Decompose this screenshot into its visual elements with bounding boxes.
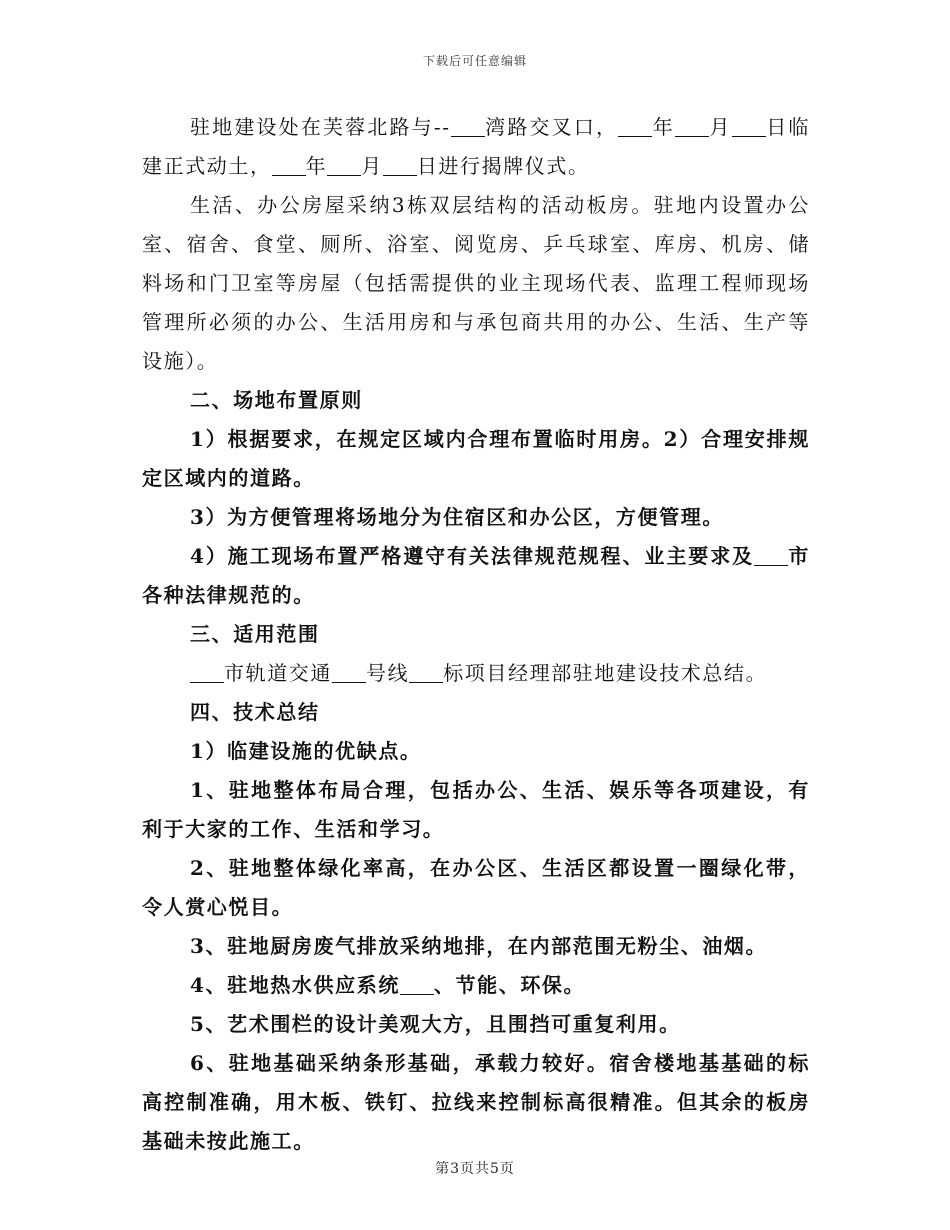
paragraph-scope: 市轨道交通 号线 标项目经理部驻地建设技术总结。 xyxy=(142,654,810,693)
paragraph-point-3: 3、驻地厨房废气排放采纳地排，在内部范围无粉尘、油烟。 xyxy=(190,934,768,958)
fill-in-blank xyxy=(409,662,443,683)
fill-in-blank xyxy=(383,155,417,176)
fill-in-blank xyxy=(272,155,306,176)
fill-in-blank xyxy=(327,155,361,176)
heading-technical-summary: 四、技术总结 xyxy=(190,700,320,724)
fill-in-blank xyxy=(732,116,766,137)
heading-scope: 三、适用范围 xyxy=(190,622,320,646)
document-body xyxy=(142,108,810,1161)
fill-in-blank xyxy=(332,662,366,683)
paragraph-pros-cons-title: 1）临建设施的优缺点。 xyxy=(190,739,422,763)
paragraph-point-6: 6、驻地基础采纳条形基础，承载力较好。宿舍楼地基基础的标高控制准确，用木板、铁钉、拉线来控制标高很精准。但其余的板房基础未按此施工。 xyxy=(142,1051,810,1153)
paragraph-buildings: 生活、办公房屋采纳3栋双层结构的活动板房。驻地内设置办公室、宿舍、食堂、厕所、浴室、阅览房、乒乓球室、库房、机房、储料场和门卫室等房屋（包括需提供的业主现场代表、监理工程师现场管理所必须的办公、生活用房和与承包商共用的办公、生活、生产等设施）。 xyxy=(142,193,810,373)
paragraph-point-2: 2、驻地整体绿化率高，在办公区、生活区都设置一圈绿化带，令人赏心悦目。 xyxy=(142,856,810,919)
paragraph-principle-1-2: 1）根据要求，在规定区域内合理布置临时用房。2）合理安排规定区域内的道路。 xyxy=(142,427,810,490)
paragraph-point-1: 1、驻地整体布局合理，包括办公、生活、娱乐等各项建设，有利于大家的工作、生活和学习。 xyxy=(142,778,810,841)
paragraph-point-5: 5、艺术围栏的设计美观大方，且围挡可重复利用。 xyxy=(190,1012,681,1036)
fill-in-blank xyxy=(675,116,709,137)
page-footer: 第3页共5页 xyxy=(435,1161,515,1177)
fill-in-blank xyxy=(400,974,434,995)
paragraph-principle-3: 3）为方便管理将场地分为住宿区和办公区，方便管理。 xyxy=(190,505,724,529)
paragraph-site-location: 驻地建设处在芙蓉北路与-- 湾路交叉口， 年 月 日临建正式动土， 年 月 日进行揭牌仪式。 xyxy=(142,115,811,178)
fill-in-blank xyxy=(618,116,652,137)
fill-in-blank xyxy=(451,116,485,137)
fill-in-blank xyxy=(754,545,788,566)
paragraph-point-4: 4、驻地热水供应系统 、节能、环保。 xyxy=(190,973,586,997)
paragraph-principle-4: 4）施工现场布置严格遵守有关法律规范规程、业主要求及 市各种法律规范的。 xyxy=(142,544,810,607)
page-header: 下载后可任意编辑 xyxy=(422,54,527,68)
heading-layout-principles: 二、场地布置原则 xyxy=(190,388,363,412)
fill-in-blank xyxy=(190,662,224,683)
